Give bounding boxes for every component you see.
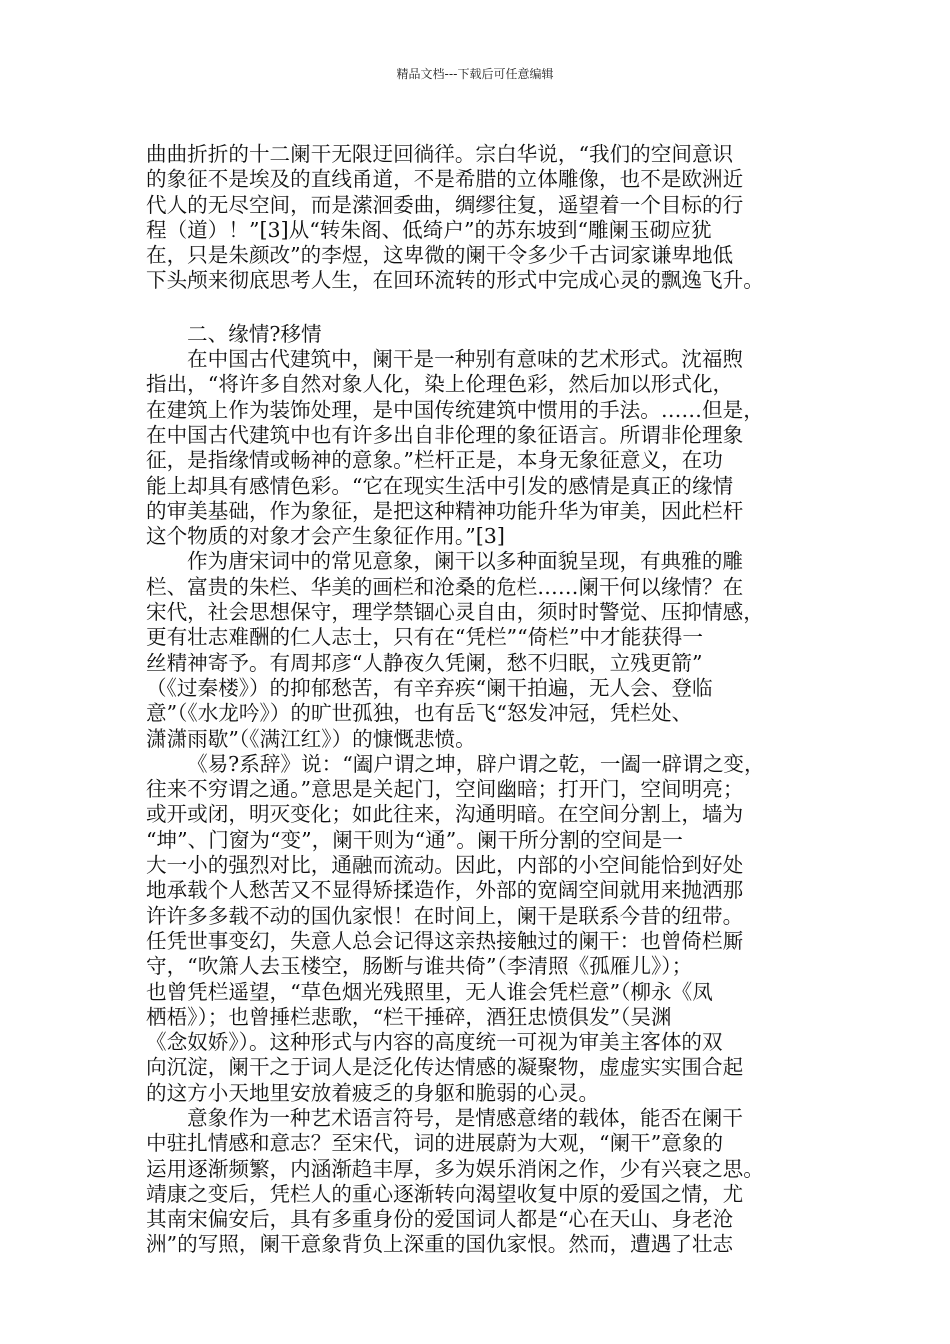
text-line: （《过秦楼》）的抑郁愁苦，有辛弃疾“阑干拍遍，无人会、登临 bbox=[146, 675, 713, 700]
text-line: 《易?系辞》说：“阖户谓之坤，辟户谓之乾，一阖一辟谓之变， bbox=[187, 751, 765, 776]
text-line: 意”（《水龙吟》）的旷世孤独，也有岳飞“怒发冲冠，凭栏处、 bbox=[146, 701, 693, 726]
text-line: 许许多多载不动的国仇家恨！在时间上，阑干是联系今昔的纽带。 bbox=[146, 903, 744, 928]
text-line: 大一小的强烈对比，通融而流动。因此，内部的小空间能恰到好处 bbox=[146, 853, 744, 878]
text-line: 更有壮志难酬的仁人志士，只有在“凭栏”“倚栏”中才能获得一 bbox=[146, 625, 703, 650]
paragraph-3 bbox=[146, 549, 810, 751]
text-line: 意象作为一种艺术语言符号，是情感意绪的载体，能否在阑干 bbox=[187, 1105, 744, 1130]
text-line: 下头颅来彻底思考人生，在回环流转的形式中完成心灵的飘逸飞升。 bbox=[146, 268, 764, 293]
section-heading bbox=[146, 322, 810, 347]
text-line: 的象征不是埃及的直线甬道，不是希腊的立体雕像，也不是欧洲近 bbox=[146, 167, 744, 192]
text-line: 的审美基础，作为象征，是把这种精神功能升华为审美，因此栏杆 bbox=[146, 498, 744, 523]
text-line: 往来不穷谓之通。”意思是关起门，空间幽暗；打开门，空间明亮； bbox=[146, 777, 744, 802]
paragraph-4 bbox=[146, 752, 810, 1106]
text-line: 其南宋偏安后，具有多重身份的爱国词人都是“心在天山、身老沧 bbox=[146, 1207, 734, 1232]
section-spacer bbox=[146, 294, 810, 322]
paragraph-2 bbox=[146, 347, 810, 549]
text-line: 或开或闭，明灭变化；如此往来，沟通明暗。在空间分割上，墙为 bbox=[146, 802, 744, 827]
text-line: 任凭世事变幻，失意人总会记得这亲热接触过的阑干：也曾倚栏厮 bbox=[146, 928, 744, 953]
text-line: 地承载个人愁苦又不显得矫揉造作，外部的宽阔空间就用来抛洒那 bbox=[146, 878, 744, 903]
text-line: 代人的无尽空间，而是潆洄委曲，绸缪往复，遥望着一个目标的行 bbox=[146, 192, 744, 217]
text-line: 《念奴娇》）。这种形式与内容的高度统一可视为审美主客体的双 bbox=[146, 1030, 723, 1055]
document-body bbox=[146, 142, 810, 1258]
text-line: 守，“吹箫人去玉楼空，肠断与谁共倚”（李清照《孤雁儿》）； bbox=[146, 954, 693, 979]
text-line: 洲”的写照，阑干意象背负上深重的国仇家恨。然而，遭遇了壮志 bbox=[146, 1232, 734, 1257]
text-line: 征，是指缘情或畅神的意象。”栏杆正是，本身无象征意义，在功 bbox=[146, 448, 723, 473]
text-line: 这个物质的对象才会产生象征作用。”[3] bbox=[146, 524, 505, 549]
text-line: 潇潇雨歇”（《满江红》）的慷慨悲愤。 bbox=[146, 726, 476, 751]
text-line: 在中国古代建筑中，阑干是一种别有意味的艺术形式。沈福煦 bbox=[187, 347, 744, 372]
text-line: 靖康之变后，凭栏人的重心逐渐转向渴望收复中原的爱国之情，尤 bbox=[146, 1181, 744, 1206]
text-line: 栖梧》）；也曾捶栏悲歌，“栏干捶碎，酒狂忠愤俱发”（吴渊 bbox=[146, 1004, 672, 1029]
paragraph-5 bbox=[146, 1106, 810, 1258]
text-line: 运用逐渐频繁，内涵渐趋丰厚，多为娱乐消闲之作，少有兴衰之思。 bbox=[146, 1156, 764, 1181]
text-line: 作为唐宋词中的常见意象，阑干以多种面貌呈现，有典雅的雕 bbox=[187, 549, 744, 574]
text-line: 能上却具有感情色彩。“它在现实生活中引发的感情是真正的缘情 bbox=[146, 473, 734, 498]
text-line: 在建筑上作为装饰处理，是中国传统建筑中惯用的手法。……但是， bbox=[146, 397, 764, 422]
text-line: 宋代，社会思想保守，理学禁锢心灵自由，须时时警觉、压抑情感， bbox=[146, 600, 764, 625]
text-line: 栏、富贵的朱栏、华美的画栏和沧桑的危栏……阑干何以缘情？在 bbox=[146, 574, 744, 599]
text-line: 在，只是朱颜改”的李煜，这卑微的阑干令多少千古词家谦卑地低 bbox=[146, 243, 734, 268]
text-line: 丝精神寄予。有周邦彦“人静夜久凭阑，愁不归眠，立残更箭” bbox=[146, 650, 703, 675]
text-line: 曲曲折折的十二阑干无限迂回徜徉。宗白华说，“我们的空间意识 bbox=[146, 142, 734, 166]
text-line: “坤”、门窗为“变”，阑干则为“通”。阑干所分割的空间是一 bbox=[146, 827, 683, 852]
text-line: 的这方小天地里安放着疲乏的身躯和脆弱的心灵。 bbox=[146, 1080, 600, 1105]
text-line: 在中国古代建筑中也有许多出自非伦理的象征语言。所谓非伦理象 bbox=[146, 422, 744, 447]
heading-text: 二、缘情?移情 bbox=[187, 321, 322, 346]
text-line: 程（道）！”[3]从“转朱阁、低绮户”的苏东坡到“雕阑玉砌应犹 bbox=[146, 217, 712, 242]
paragraph-1 bbox=[146, 142, 810, 294]
text-line: 中驻扎情感和意志？至宋代，词的进展蔚为大观，“阑干”意象的 bbox=[146, 1131, 724, 1156]
text-line: 向沉淀，阑干之于词人是泛化传达情感的凝聚物，虚虚实实围合起 bbox=[146, 1055, 744, 1080]
text-line: 也曾凭栏遥望，“草色烟光残照里，无人谁会凭栏意”（柳永《凤 bbox=[146, 979, 713, 1004]
page-header: 精品文档---下载后可任意编辑 bbox=[396, 67, 554, 81]
text-line: 指出，“将许多自然对象人化，染上伦理色彩，然后加以形式化， bbox=[146, 372, 734, 397]
